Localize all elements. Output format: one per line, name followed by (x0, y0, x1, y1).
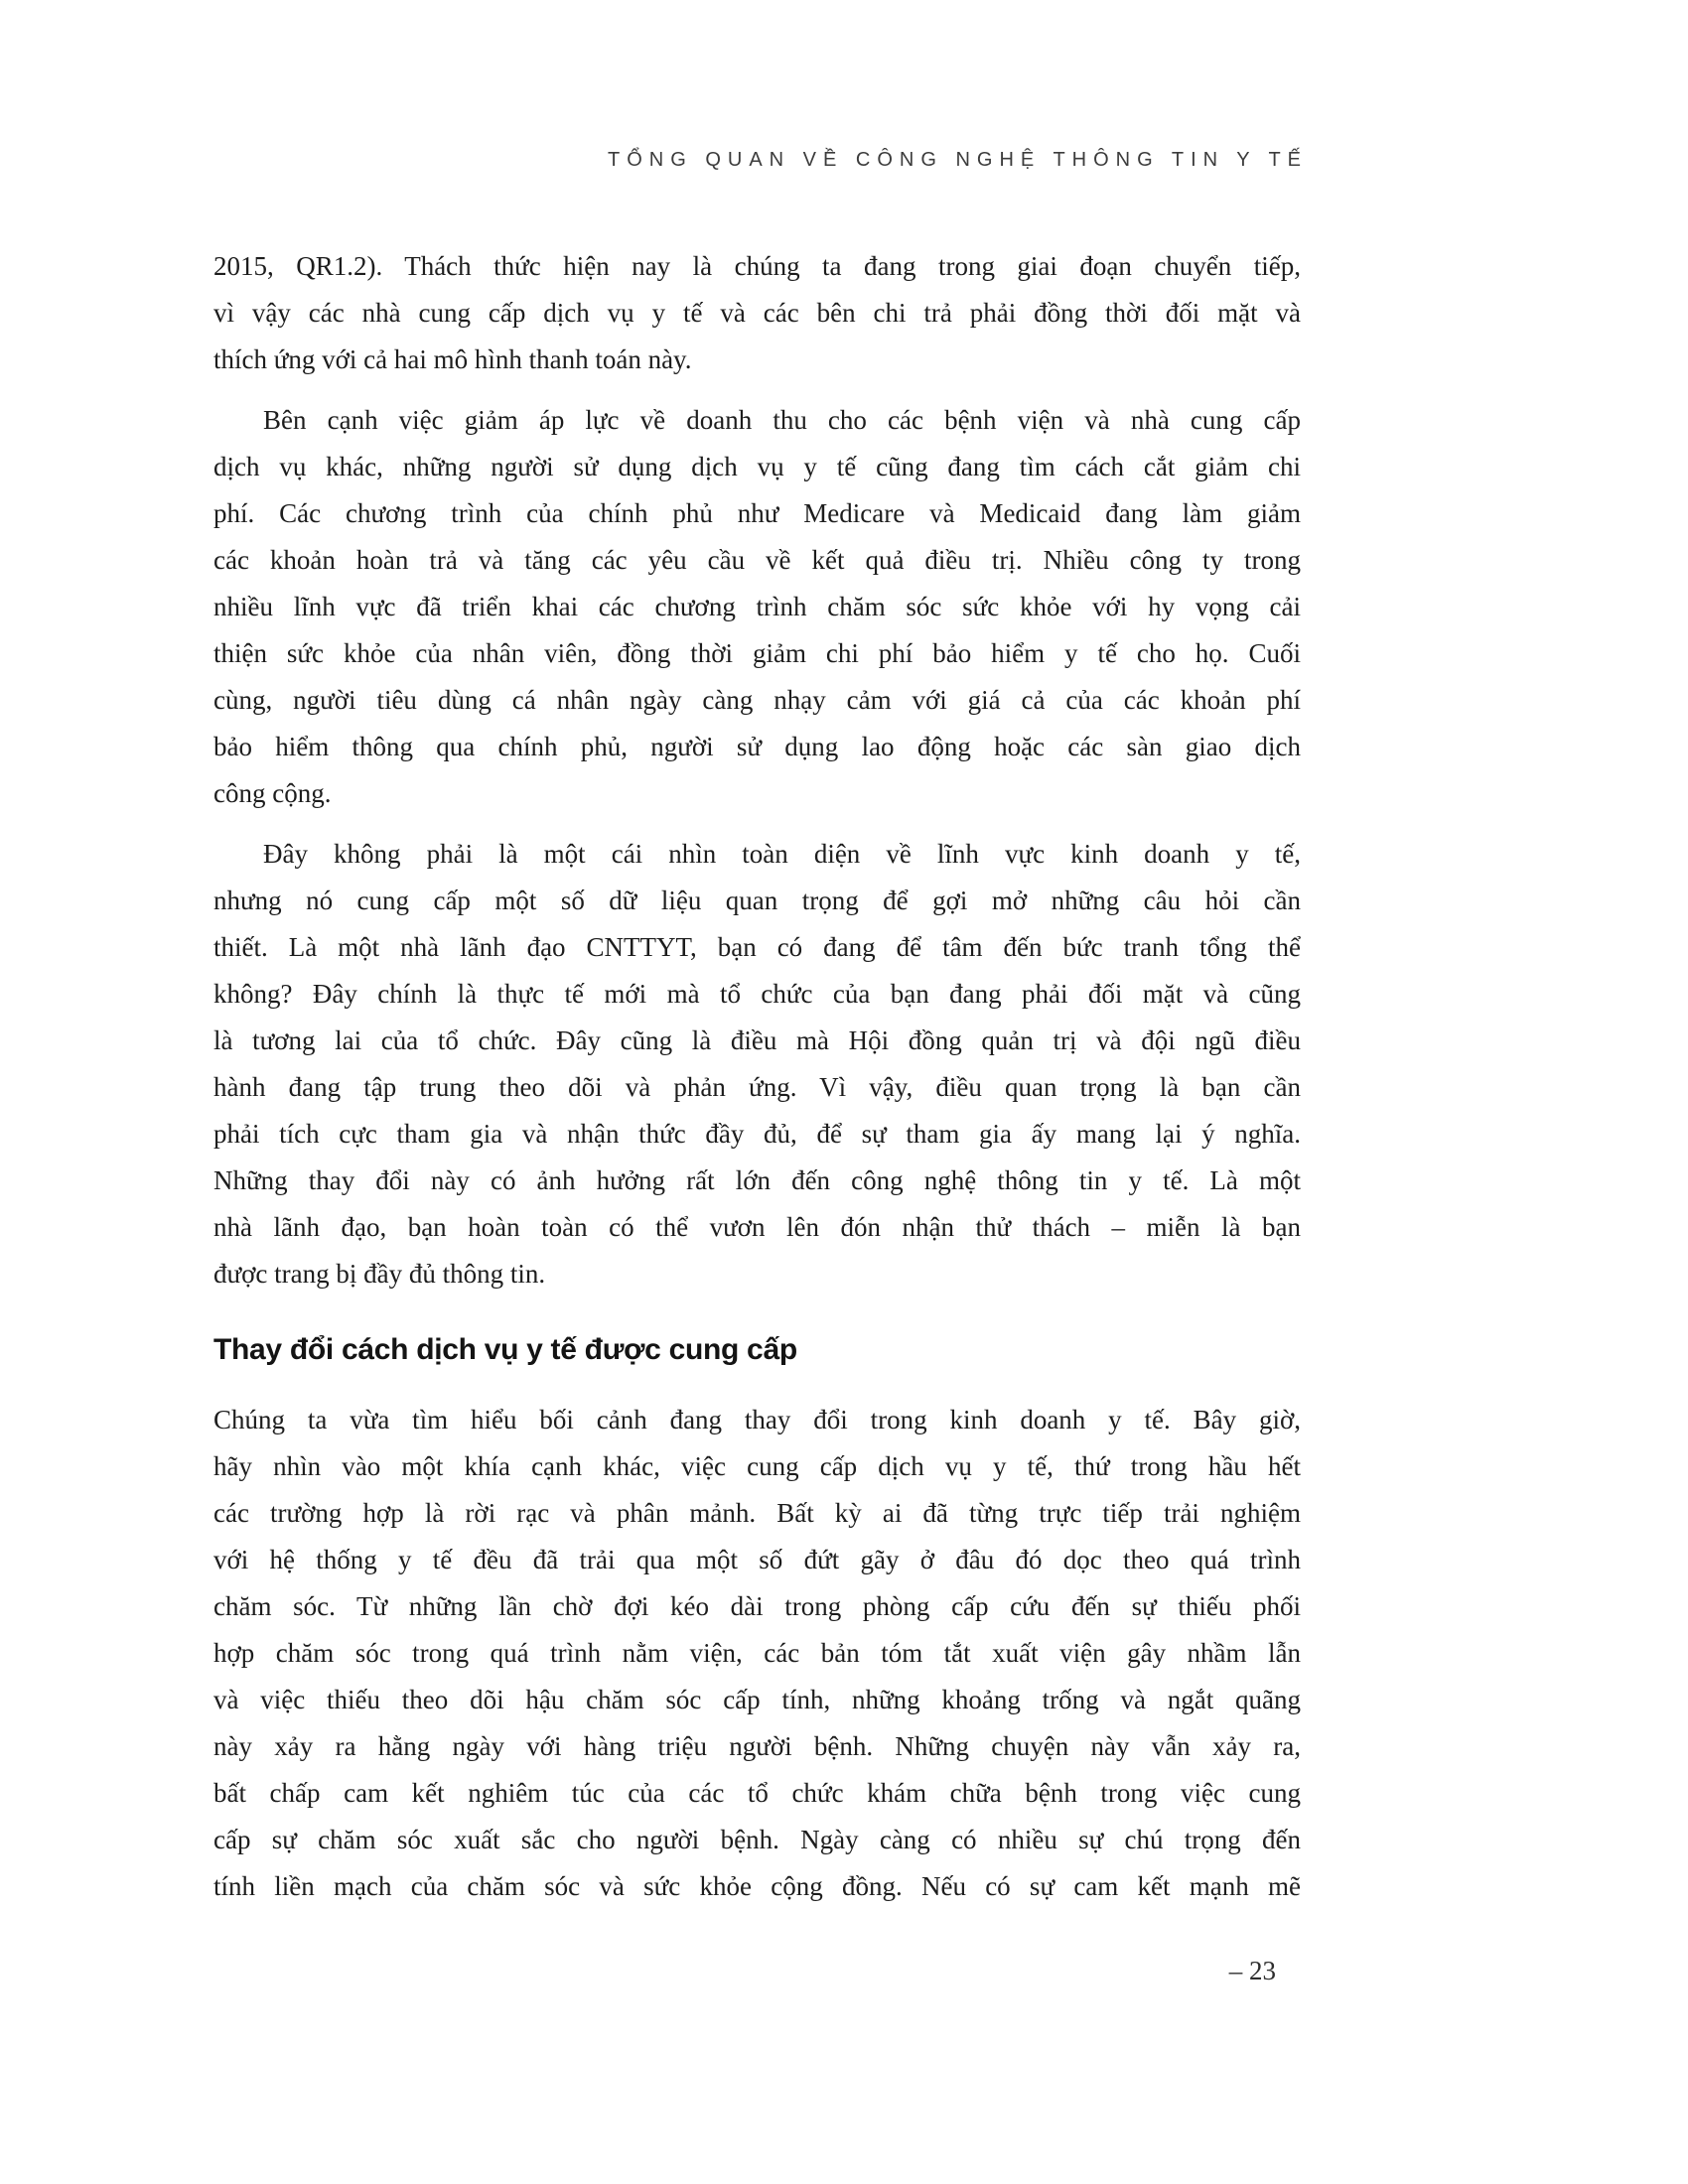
text-line: không? Đây chính là thực tế mới mà tổ chức của bạn đang phải đối mặt và cũng (213, 979, 1301, 1009)
text-line: này xảy ra hằng ngày với hàng triệu người bệnh. Những chuyện này vẫn xảy ra, (213, 1731, 1301, 1761)
text-line: với hệ thống y tế đều đã trải qua một số đứt gãy ở đâu đó dọc theo quá trình (213, 1545, 1301, 1574)
text-line: thiện sức khỏe của nhân viên, đồng thời giảm chi phí bảo hiểm y tế cho họ. Cuối (213, 638, 1301, 668)
paragraph (213, 831, 1301, 1297)
text-line: bảo hiểm thông qua chính phủ, người sử dụng lao động hoặc các sàn giao dịch (213, 732, 1301, 761)
text-line: và việc thiếu theo dõi hậu chăm sóc cấp tính, những khoảng trống và ngắt quãng (213, 1685, 1301, 1714)
text-line: Chúng ta vừa tìm hiểu bối cảnh đang thay đổi trong kinh doanh y tế. Bây giờ, (213, 1405, 1301, 1434)
text-line: bất chấp cam kết nghiêm túc của các tổ chức khám chữa bệnh trong việc cung (213, 1778, 1301, 1808)
text-line: phí. Các chương trình của chính phủ như Medicare và Medicaid đang làm giảm (213, 498, 1301, 528)
text-line: thiết. Là một nhà lãnh đạo CNTTYT, bạn có đang để tâm đến bức tranh tổng thể (213, 932, 1301, 962)
text-line: nhà lãnh đạo, bạn hoàn toàn có thể vươn lên đón nhận thử thách – miễn là bạn (213, 1212, 1301, 1242)
text-line: được trang bị đầy đủ thông tin. (213, 1259, 546, 1289)
text-line: hành đang tập trung theo dõi và phản ứng. Vì vậy, điều quan trọng là bạn cần (213, 1072, 1301, 1102)
text-line: các trường hợp là rời rạc và phân mảnh. Bất kỳ ai đã từng trực tiếp trải nghiệm (213, 1498, 1301, 1528)
text-line: nhiều lĩnh vực đã triển khai các chương trình chăm sóc sức khỏe với hy vọng cải (213, 592, 1301, 621)
text-line: 2015, QR1.2). Thách thức hiện nay là chúng ta đang trong giai đoạn chuyển tiếp, (213, 251, 1301, 281)
text-line: Đây không phải là một cái nhìn toàn diện về lĩnh vực kinh doanh y tế, (263, 839, 1301, 869)
text-line: tính liền mạch của chăm sóc và sức khỏe cộng đồng. Nếu có sự cam kết mạnh mẽ (213, 1871, 1301, 1901)
section-heading: Thay đổi cách dịch vụ y tế được cung cấp (213, 1333, 797, 1366)
text-line: Bên cạnh việc giảm áp lực về doanh thu cho các bệnh viện và nhà cung cấp (263, 405, 1301, 435)
text-line: dịch vụ khác, những người sử dụng dịch vụ y tế cũng đang tìm cách cắt giảm chi (213, 452, 1301, 481)
body-text (213, 243, 1301, 1910)
paragraph (213, 397, 1301, 817)
text-line: phải tích cực tham gia và nhận thức đầy đủ, để sự tham gia ấy mang lại ý nghĩa. (213, 1119, 1301, 1149)
text-line: các khoản hoàn trả và tăng các yêu cầu về kết quả điều trị. Nhiều công ty trong (213, 545, 1301, 575)
text-line: cùng, người tiêu dùng cá nhân ngày càng nhạy cảm với giá cả của các khoản phí (213, 685, 1301, 715)
text-line: nhưng nó cung cấp một số dữ liệu quan trọng để gợi mở những câu hỏi cần (213, 886, 1301, 915)
paragraph (213, 243, 1301, 383)
text-line: chăm sóc. Từ những lần chờ đợi kéo dài trong phòng cấp cứu đến sự thiếu phối (213, 1591, 1301, 1621)
text-line: cấp sự chăm sóc xuất sắc cho người bệnh. Ngày càng có nhiều sự chú trọng đến (213, 1825, 1301, 1854)
text-column (213, 149, 1308, 1986)
text-line: vì vậy các nhà cung cấp dịch vụ y tế và các bên chi trả phải đồng thời đối mặt và (213, 298, 1301, 328)
paragraph (213, 1397, 1301, 1910)
text-line: công cộng. (213, 778, 332, 808)
text-line: hợp chăm sóc trong quá trình nằm viện, các bản tóm tắt xuất viện gây nhầm lẫn (213, 1638, 1301, 1668)
text-line: Những thay đổi này có ảnh hưởng rất lớn đến công nghệ thông tin y tế. Là một (213, 1165, 1301, 1195)
running-head: TỔNG QUAN VỀ CÔNG NGHỆ THÔNG TIN Y TẾ (608, 149, 1308, 171)
text-line: hãy nhìn vào một khía cạnh khác, việc cung cấp dịch vụ y tế, thứ trong hầu hết (213, 1451, 1301, 1481)
text-line: thích ứng với cả hai mô hình thanh toán này. (213, 344, 692, 374)
text-line: là tương lai của tổ chức. Đây cũng là điều mà Hội đồng quản trị và đội ngũ điều (213, 1025, 1301, 1055)
page-number: – 23 (1228, 1956, 1276, 1985)
